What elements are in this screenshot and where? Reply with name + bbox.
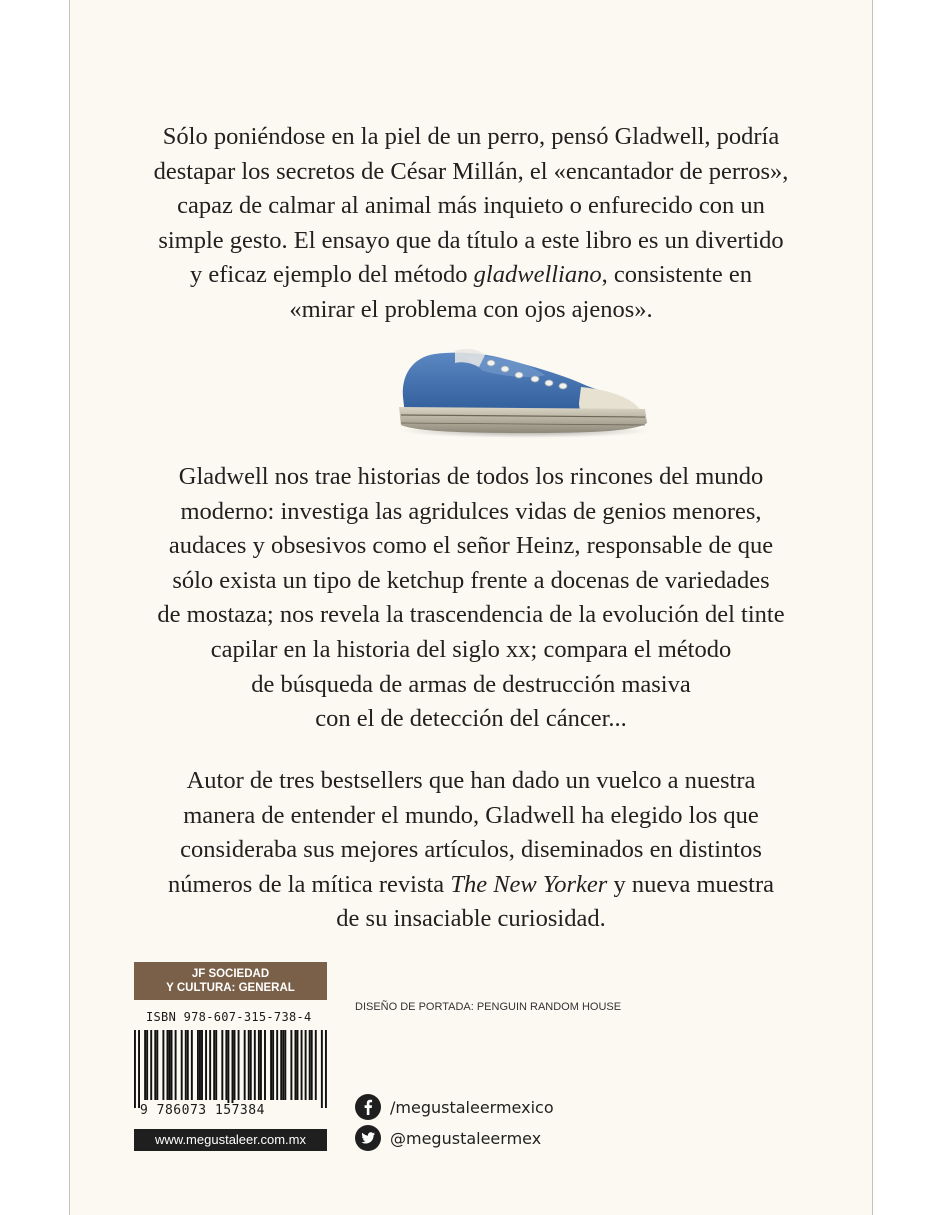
isbn-label: ISBN 978-607-315-738-4 — [146, 1010, 312, 1024]
text-line: capaz de calmar al animal más inquieto o enfurecido con un — [177, 192, 765, 220]
text-line: manera de entender el mundo, Gladwell ha elegido los que — [183, 801, 759, 829]
barcode-bar — [187, 1030, 189, 1100]
text-line — [70, 258, 872, 293]
barcode-bar — [244, 1030, 246, 1100]
barcode-bar — [185, 1030, 187, 1100]
text-line: con el de detección del cáncer... — [315, 705, 627, 733]
barcode-bar — [325, 1030, 327, 1108]
category-line-2: Y CULTURA: GENERAL — [166, 982, 295, 994]
barcode-bar — [297, 1030, 299, 1100]
text-line: Gladwell nos trae historias de todos los rincones del mundo — [178, 463, 764, 490]
barcode-bar — [258, 1030, 260, 1100]
barcode-bar — [232, 1030, 234, 1108]
text-segment: y eficaz ejemplo del método — [189, 261, 474, 289]
barcode-bar — [238, 1030, 240, 1100]
barcode-bar — [282, 1030, 284, 1100]
category-line-1: JF SOCIEDAD — [191, 968, 270, 980]
text-line: moderno: investiga las agridulces vidas de genios menores, — [180, 497, 762, 525]
text-line — [70, 868, 872, 903]
cover-design-credit: DISEÑO DE PORTADA: PENGUIN RANDOM HOUSE — [355, 1001, 622, 1013]
barcode-bar — [250, 1030, 252, 1100]
barcode-bar — [260, 1030, 262, 1100]
barcode-bar — [175, 1030, 177, 1100]
text-segment: y nueva muestra — [607, 870, 775, 898]
barcode-bar — [305, 1030, 307, 1100]
barcode-bar — [138, 1030, 140, 1108]
barcode-bar — [169, 1030, 171, 1100]
barcode-bar — [191, 1030, 193, 1100]
barcode-bar — [227, 1030, 229, 1108]
text-line: destapar los secretos de César Millán, el «encantador de perros», — [153, 157, 789, 185]
twitter-link[interactable] — [355, 1124, 541, 1152]
barcode-bar — [144, 1030, 146, 1100]
barcode-bar — [171, 1030, 173, 1100]
text-segment: , consistente en — [601, 261, 752, 289]
barcode-bar — [254, 1030, 256, 1100]
sneaker-illustration — [395, 345, 651, 440]
back-cover — [69, 0, 873, 1215]
barcode-bar — [156, 1030, 158, 1100]
barcode-bar — [294, 1030, 296, 1100]
barcode-bar — [264, 1030, 266, 1100]
barcode-bar — [197, 1030, 199, 1100]
barcode-bar — [199, 1030, 201, 1100]
barcode-bar — [270, 1030, 272, 1100]
barcode-bar — [181, 1030, 183, 1100]
barcode-bar — [150, 1030, 152, 1100]
barcode-bar — [321, 1030, 323, 1108]
text-line: Sólo poniéndose en la piel de un perro, pensó Gladwell, podría — [162, 123, 780, 150]
facebook-handle: /megustaleermexico — [390, 1097, 554, 1117]
text-line: audaces y obsesivos como el señor Heinz, responsable de que — [168, 532, 774, 560]
text-line: sólo exista un tipo de ketchup frente a docenas de variedades — [172, 566, 770, 594]
twitter-icon — [355, 1125, 381, 1151]
italic-title: The New Yorker — [450, 870, 608, 898]
text-line: de búsqueda de armas de destrucción masiva — [251, 670, 691, 698]
barcode-bar — [209, 1030, 211, 1100]
synopsis-paragraph-3 — [70, 764, 872, 937]
barcode-bar — [234, 1030, 236, 1100]
text-line: «mirar el problema con ojos ajenos». — [289, 295, 653, 323]
barcode-bar — [146, 1030, 148, 1100]
facebook-icon — [355, 1094, 381, 1120]
twitter-handle: @megustaleermex — [390, 1128, 542, 1148]
barcode-bar — [162, 1030, 164, 1100]
barcode-bar — [215, 1030, 217, 1100]
barcode-bar — [221, 1030, 223, 1100]
text-line: simple gesto. El ensayo que da título a este libro es un divertido — [158, 226, 784, 254]
barcode-bar — [213, 1030, 215, 1100]
barcode-bar — [205, 1030, 207, 1100]
category-label — [134, 962, 327, 1000]
text-segment: números de la mítica revista — [167, 870, 451, 898]
barcode-bar — [284, 1030, 286, 1100]
barcode-digits: 9 786073 157384 — [140, 1103, 265, 1118]
barcode-bar — [201, 1030, 203, 1100]
barcode-bar — [276, 1030, 278, 1100]
barcode-bar — [280, 1030, 282, 1100]
facebook-link[interactable] — [355, 1093, 554, 1121]
text-line: consideraba sus mejores artículos, diseminados en distintos — [180, 836, 762, 864]
barcode-bar — [154, 1030, 156, 1100]
barcode-bar — [315, 1030, 317, 1100]
text-line: de mostaza; nos revela la trascendencia de la evolución del tinte — [157, 601, 785, 629]
synopsis-paragraph-2 — [70, 460, 872, 737]
italic-title: gladwelliano — [473, 261, 602, 289]
barcode-bar — [311, 1030, 313, 1100]
text-line: de su insaciable curiosidad. — [336, 905, 606, 933]
synopsis-paragraph-1 — [70, 120, 872, 328]
barcode-bar — [248, 1030, 250, 1100]
website-url[interactable]: www.megustaleer.com.mx — [134, 1129, 327, 1151]
barcode-bar — [167, 1030, 169, 1100]
barcode-bar — [272, 1030, 274, 1100]
barcode-bar — [290, 1030, 292, 1100]
barcode — [134, 1026, 327, 1108]
barcode-bar — [134, 1030, 136, 1108]
barcode-bar — [225, 1030, 227, 1100]
text-line: capilar en la historia del siglo xx; compara el método — [210, 635, 732, 663]
barcode-bar — [301, 1030, 303, 1100]
text-line: Autor de tres bestsellers que han dado un vuelco a nuestra — [186, 767, 756, 794]
barcode-bar — [309, 1030, 311, 1100]
